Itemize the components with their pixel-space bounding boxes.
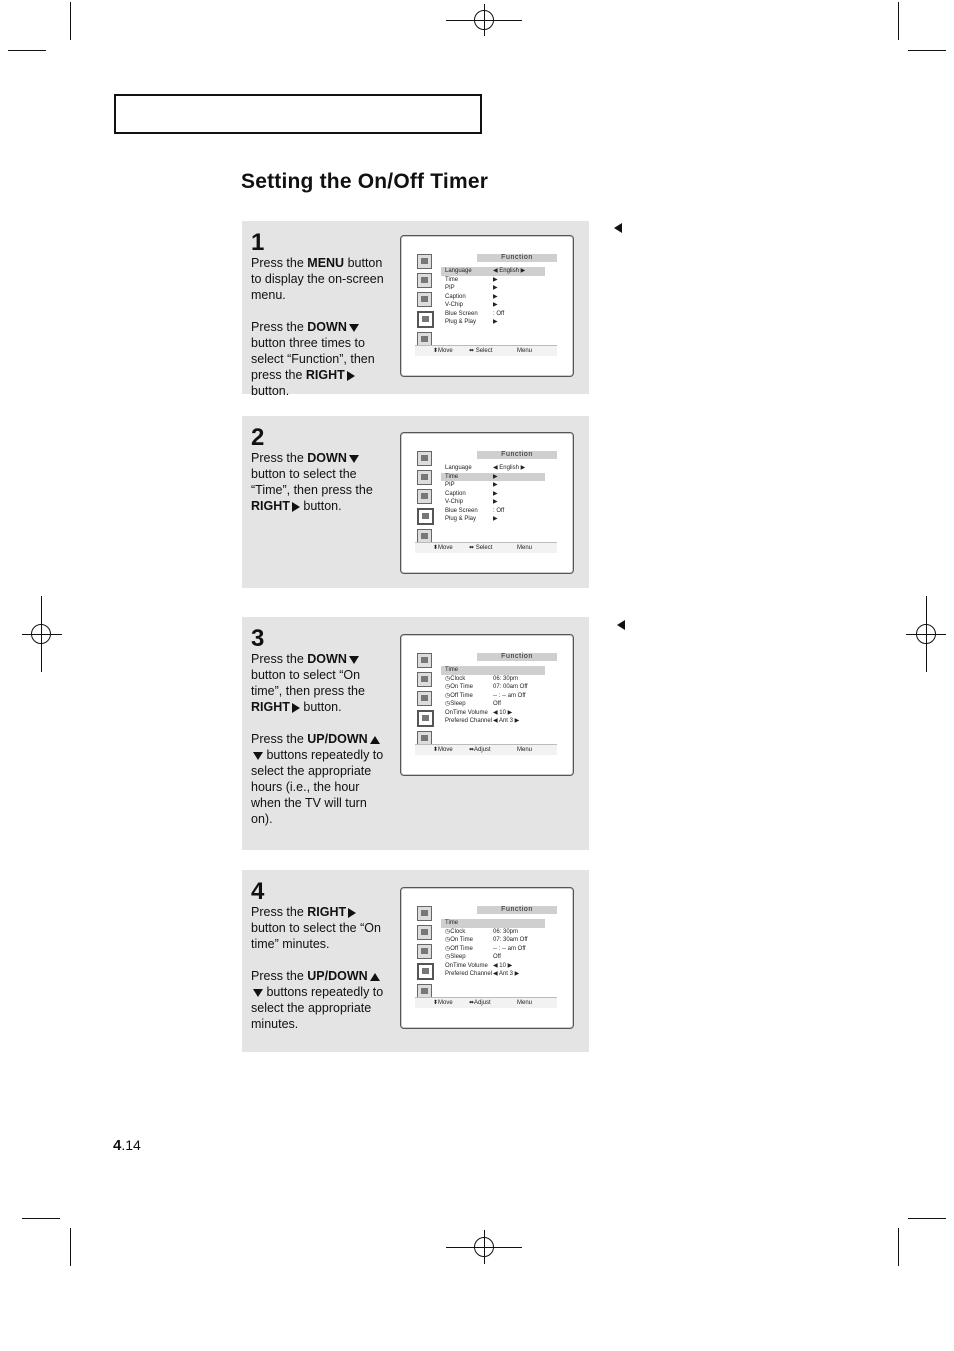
menu-item[interactable]: [441, 498, 545, 507]
menu-item[interactable]: [441, 481, 545, 490]
menu-item[interactable]: [441, 507, 545, 516]
step-number: 4: [251, 878, 265, 905]
menu-hint: ⬍Move: [433, 348, 453, 354]
menu-icon-column: [417, 906, 433, 1003]
menu-item-value: Off: [493, 701, 501, 707]
right-arrow-icon: [348, 908, 356, 918]
menu-item-value: ▶: [493, 499, 498, 505]
button-name: MENU: [307, 256, 345, 270]
button-name: UP/DOWN: [307, 969, 368, 983]
instruction-text: Press the: [251, 652, 308, 666]
menu-item-value: ◀ 10 ▶: [493, 709, 513, 716]
menu-hint: ⬍Move: [433, 545, 453, 551]
button-name: RIGHT: [305, 368, 345, 382]
menu-item-value: ◀ English ▶: [493, 268, 526, 274]
down-arrow-icon: [349, 455, 359, 463]
menu-item-value: -- : -- am Off: [493, 945, 526, 952]
menu-hint: ⬌ Select: [469, 545, 493, 551]
menu-item-value: ▶: [493, 276, 498, 283]
menu-item-label: Time: [445, 667, 459, 673]
side-arrow-icon: [614, 223, 622, 233]
instruction-text: Press the: [251, 732, 308, 746]
menu-item-value: ◀ English ▶: [493, 465, 526, 471]
menu-item[interactable]: [441, 318, 545, 327]
channel-icon[interactable]: [417, 489, 432, 504]
crop-mark: [898, 2, 899, 40]
channel-icon[interactable]: [417, 944, 432, 959]
osd-menu: [415, 651, 557, 755]
menu-rows: [441, 666, 545, 726]
menu-item-value: ▶: [493, 293, 498, 300]
menu-item[interactable]: [441, 675, 545, 684]
step-number: 3: [251, 625, 265, 652]
menu-item[interactable]: [441, 293, 545, 302]
menu-item[interactable]: [441, 666, 545, 675]
instruction-paragraph: [251, 731, 391, 827]
sound-icon[interactable]: [417, 672, 432, 687]
menu-hint: ⬌Adjust: [469, 1000, 491, 1006]
menu-item-label: Time: [445, 473, 459, 480]
menu-footer: [415, 345, 557, 356]
menu-icon-column: [417, 254, 433, 351]
menu-item[interactable]: [441, 473, 545, 482]
right-arrow-icon: [292, 502, 300, 512]
step-instructions: [251, 450, 391, 530]
instruction-text: Press the: [251, 969, 308, 983]
menu-item[interactable]: [441, 284, 545, 293]
osd-menu: [415, 449, 557, 553]
tv-screen: [400, 432, 574, 574]
menu-title: Function: [477, 653, 557, 661]
crop-mark: [898, 1228, 899, 1266]
function-icon[interactable]: [417, 508, 434, 525]
menu-item[interactable]: [441, 692, 545, 701]
menu-hint-icon-label: Menu: [517, 545, 533, 551]
menu-item-label: Caption: [445, 293, 466, 300]
button-name: RIGHT: [251, 700, 290, 714]
menu-title: Function: [477, 451, 557, 459]
instruction-paragraph: [251, 968, 391, 1032]
instruction-paragraph: [251, 651, 391, 715]
right-arrow-icon: [347, 371, 355, 381]
menu-item-label: OnTime Volume: [445, 962, 488, 969]
menu-item-value: ▶: [493, 319, 498, 325]
step-panel: [242, 221, 589, 398]
instruction-text: button.: [299, 700, 342, 714]
channel-icon[interactable]: [417, 691, 432, 706]
menu-item-label: Time: [445, 276, 459, 283]
menu-item[interactable]: [441, 945, 545, 954]
menu-rows: [441, 919, 545, 979]
up-arrow-icon: [370, 736, 380, 744]
step-panel: [242, 416, 589, 588]
button-name: DOWN: [307, 320, 347, 334]
menu-item[interactable]: [441, 953, 545, 962]
step-instructions: [251, 651, 391, 843]
menu-rows: [441, 464, 545, 524]
channel-icon[interactable]: [417, 292, 432, 307]
instruction-text: button to display the on-screen menu.: [251, 256, 384, 302]
menu-item-label: Time: [445, 920, 459, 926]
menu-item-value: 06: 30pm: [493, 928, 519, 935]
menu-item-value: -- : -- am Off: [493, 692, 526, 699]
menu-title: Function: [477, 906, 557, 914]
menu-icon-column: [417, 451, 433, 548]
menu-hint: ⬌ Select: [469, 348, 493, 354]
instruction-text: Press the: [251, 905, 308, 919]
menu-item-value: ◀ 10 ▶: [493, 962, 513, 969]
menu-footer: [415, 997, 557, 1008]
tv-screen: [400, 235, 574, 377]
menu-icon-column: [417, 653, 433, 750]
step-panel: [242, 617, 589, 850]
menu-hint-icon-label: Menu: [517, 747, 533, 753]
menu-hint-icon-label: Menu: [517, 348, 533, 354]
menu-item-value: : Off: [493, 310, 505, 317]
osd-menu: [415, 904, 557, 1008]
instruction-text: Press the: [251, 320, 308, 334]
menu-item-label: Language: [445, 268, 472, 274]
menu-item-label: ◷Clock: [445, 928, 466, 935]
function-icon[interactable]: [417, 963, 434, 980]
menu-item-value: ◀ Ant 3 ▶: [493, 971, 520, 977]
menu-item-value: ▶: [493, 482, 498, 488]
step-panel: [242, 870, 589, 1052]
crop-mark: [908, 1218, 946, 1219]
instruction-text: button.: [251, 384, 290, 398]
menu-item[interactable]: [441, 717, 545, 726]
instruction-text: buttons repeatedly to select the appropriate hours (i.e., the hour when the TV will turn on).: [251, 748, 384, 826]
osd-menu: [415, 252, 557, 356]
page-number: 4.14: [113, 1137, 141, 1154]
menu-item-label: Caption: [445, 490, 466, 497]
crop-mark: [70, 2, 71, 40]
page-title: Setting the On/Off Timer: [241, 170, 489, 193]
menu-item-value: ▶: [493, 490, 498, 497]
menu-hint: ⬌Adjust: [469, 747, 491, 753]
menu-item-label: ◷Off Time: [445, 945, 473, 952]
menu-item-value: : Off: [493, 507, 505, 514]
menu-item-value: 07: 00am Off: [493, 684, 528, 690]
menu-item-value: 07: 30am Off: [493, 937, 528, 943]
instruction-text: Press the: [251, 256, 308, 270]
function-icon[interactable]: [417, 710, 434, 727]
crop-mark: [908, 50, 946, 51]
menu-hint: ⬍Move: [433, 747, 453, 753]
menu-item-label: PIP: [445, 285, 455, 291]
right-arrow-icon: [292, 703, 300, 713]
menu-item[interactable]: [441, 490, 545, 499]
instruction-text: button to select the “Time”, then press the: [251, 467, 373, 497]
menu-item[interactable]: [441, 301, 545, 310]
menu-item-value: ▶: [493, 285, 498, 291]
sound-icon[interactable]: [417, 273, 432, 288]
step-instructions: [251, 904, 391, 1048]
crop-mark: [70, 1228, 71, 1266]
instruction-text: Press the: [251, 451, 308, 465]
menu-footer: [415, 542, 557, 553]
menu-item[interactable]: [441, 962, 545, 971]
instruction-text: button to select the “On time” minutes.: [251, 921, 381, 951]
menu-item[interactable]: [441, 709, 545, 718]
menu-item-label: Plug & Play: [445, 319, 477, 325]
menu-item-label: Blue Screen: [445, 507, 478, 514]
instruction-paragraph: [251, 255, 391, 303]
menu-item[interactable]: [441, 276, 545, 285]
menu-item-label: ◷On Time: [445, 684, 473, 690]
menu-item-label: ◷Sleep: [445, 701, 466, 707]
menu-item-label: ◷Clock: [445, 675, 466, 682]
menu-item-label: Language: [445, 465, 472, 471]
tv-screen: [400, 634, 574, 776]
header-box: [114, 94, 482, 134]
tv-screen: [400, 887, 574, 1029]
instruction-paragraph: [251, 450, 391, 514]
instruction-text: button to select “On time”, then press the: [251, 668, 365, 698]
menu-item-label: Plug & Play: [445, 516, 477, 522]
menu-item-label: OnTime Volume: [445, 709, 488, 716]
menu-hint: ⬍Move: [433, 1000, 453, 1006]
menu-item[interactable]: [441, 936, 545, 945]
menu-item-value: Off: [493, 954, 501, 960]
menu-item-value: ▶: [493, 302, 498, 308]
up-arrow-icon: [370, 973, 380, 981]
instruction-text: buttons repeatedly to select the appropriate minutes.: [251, 985, 384, 1031]
step-instructions: [251, 255, 391, 415]
picture-icon[interactable]: [417, 254, 432, 269]
button-name: UP/DOWN: [307, 732, 368, 746]
instruction-paragraph: [251, 904, 391, 952]
menu-item-label: ◷On Time: [445, 937, 473, 943]
instruction-text: button.: [299, 499, 342, 513]
menu-item[interactable]: [441, 683, 545, 692]
crop-mark: [22, 1218, 60, 1219]
down-arrow-icon: [349, 324, 359, 332]
menu-item-label: V-Chip: [445, 302, 464, 308]
picture-icon[interactable]: [417, 451, 432, 466]
down-arrow-icon: [253, 752, 263, 760]
sound-icon[interactable]: [417, 925, 432, 940]
side-arrow-icon: [617, 620, 625, 630]
menu-item-label: V-Chip: [445, 499, 464, 505]
down-arrow-icon: [253, 989, 263, 997]
menu-item-label: Prefered Channel: [445, 718, 493, 724]
menu-item[interactable]: [441, 310, 545, 319]
menu-item-value: ◀ Ant 3 ▶: [493, 718, 520, 724]
button-name: DOWN: [307, 451, 347, 465]
menu-item-value: 06: 30pm: [493, 675, 519, 682]
step-number: 1: [251, 229, 265, 256]
menu-item[interactable]: [441, 515, 545, 524]
button-name: RIGHT: [307, 905, 347, 919]
picture-icon[interactable]: [417, 653, 432, 668]
menu-rows: [441, 267, 545, 327]
menu-item[interactable]: [441, 267, 545, 276]
button-name: RIGHT: [251, 499, 290, 513]
step-number: 2: [251, 424, 265, 451]
menu-item[interactable]: [441, 464, 545, 473]
menu-item-value: ▶: [493, 473, 498, 480]
menu-footer: [415, 744, 557, 755]
picture-icon[interactable]: [417, 906, 432, 921]
menu-item-label: ◷Sleep: [445, 954, 466, 960]
instruction-text: button three times to select “Function”, then press the: [251, 336, 375, 382]
down-arrow-icon: [349, 656, 359, 664]
menu-hint-icon-label: Menu: [517, 1000, 533, 1006]
menu-item-value: ▶: [493, 516, 498, 522]
menu-item-label: Prefered Channel: [445, 971, 493, 977]
menu-item[interactable]: [441, 919, 545, 928]
menu-item-label: PIP: [445, 482, 455, 488]
crop-mark: [8, 50, 46, 51]
menu-title: Function: [477, 254, 557, 262]
button-name: DOWN: [307, 652, 347, 666]
menu-item-label: ◷Off Time: [445, 692, 473, 699]
menu-item[interactable]: [441, 928, 545, 937]
menu-item[interactable]: [441, 970, 545, 979]
sound-icon[interactable]: [417, 470, 432, 485]
menu-item[interactable]: [441, 700, 545, 709]
function-icon[interactable]: [417, 311, 434, 328]
menu-item-label: Blue Screen: [445, 310, 478, 317]
instruction-paragraph: [251, 319, 391, 399]
